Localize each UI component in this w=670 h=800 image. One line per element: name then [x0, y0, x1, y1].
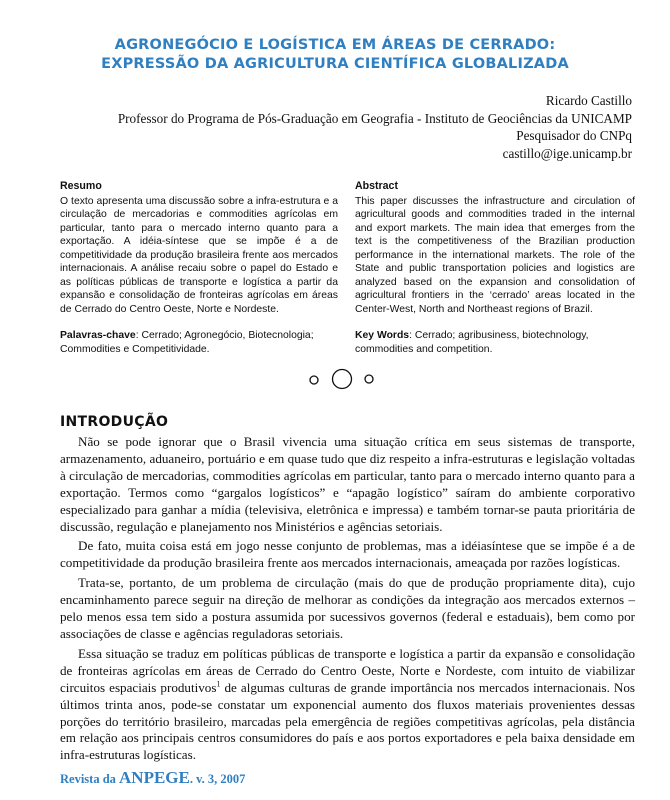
- paragraph-1: Não se pode ignorar que o Brasil vivencia uma situação crítica em seus sistemas de transporte, armazenamento, aduaneiro, portuário e em quase tudo que diz respeito a infra-estruturas e legislação voltadas à circulação de mercadorias, commodities agrícolas em particular, tanto para o mercado interno quanto para a exportação. Termos como “gargalos logísticos” e “apagão logístico” saíram do ambiente corporativo especializado para ganhar a mídia (televisiva, eletrônica e impressa) e também tornar-se pauta prioritária de discussão, regulação e planejamento nos Ministérios e agências setoriais.: [60, 434, 635, 534]
- paragraph-4: [60, 646, 635, 764]
- paragraph-4-part-a: Essa situação se traduz em políticas públicas de transporte e logística a partir da expansão e consolidação de fronteiras agrícolas em áreas de Cerrado do Centro Oeste, Norte e Nordeste, com intuito de viabilizar circuitos espaciais produtivos: [60, 645, 635, 695]
- section-title: INTRODUÇÃO: [60, 414, 169, 430]
- abstract-keywords-label: Key Words: [355, 330, 410, 341]
- divider-large-circle: [333, 370, 352, 389]
- resumo-keywords-label: Palavras-chave: [60, 330, 136, 341]
- divider-small-circle-right: [365, 375, 373, 383]
- abstract-column: [355, 180, 635, 356]
- resumo-keywords: [60, 329, 338, 356]
- footnote-marker[interactable]: 1: [216, 679, 221, 689]
- abstract-text: This paper discusses the infrastructure and circulation of agricultural goods and commodities traded in the internal and export markets. The main idea that emerges from the text is the competitiveness of the Brazilian production performance in the international markets. The role of the State and public transportation policies and logistics are analyzed based on the expansion and consolidation of agricultural frontiers in the ‘cerrado’ areas located in the Center-West, North and Northeast regions of Brazil.: [355, 195, 635, 315]
- footer-journal-name: ANPEGE: [119, 768, 190, 787]
- article-title: [60, 36, 610, 74]
- footer-prefix: Revista da: [60, 772, 120, 786]
- abstract-keywords-text: : Cerrado; agribusiness, biotechnology, commodities and competition.: [355, 330, 589, 355]
- resumo-column: [60, 180, 338, 356]
- paragraph-3: Trata-se, portanto, de um problema de circulação (mais do que de produção propriamente dita), cujo encaminhamento parece seguir na direção de melhorar as condições da integração aos mercados externos – pelo menos essa tem sido a postura assumida por sucessivos governos (federal e estaduais), bem como por associações de classe e agências reguladoras setoriais.: [60, 575, 635, 641]
- journal-footer: [60, 768, 245, 788]
- abstract-keywords: [355, 329, 635, 356]
- footer-volume: . v. 3, 2007: [189, 772, 246, 786]
- author-affiliation: Professor do Programa de Pós-Graduação em Geografia - Instituto de Geociências da UNICAMP: [117, 110, 632, 126]
- title-line-1: AGRONEGÓCIO E LOGÍSTICA EM ÁREAS DE CERRADO:: [114, 37, 556, 53]
- divider-small-circle-left: [310, 376, 318, 384]
- resumo-keywords-text: : Cerrado; Agronegócio, Biotecnologia; Commodities e Competitividade.: [60, 330, 314, 355]
- resumo-heading: Resumo: [60, 180, 102, 192]
- introduction-body: [60, 434, 635, 767]
- abstract-heading: Abstract: [355, 180, 398, 192]
- paragraph-2: De fato, muita coisa está em jogo nesse conjunto de problemas, mas a idéiasíntese que se impõe é a de competitividade da produção brasileira frente aos mercados internacionais, ameaçada por razões logísticas.: [60, 538, 635, 571]
- author-block: [72, 92, 632, 162]
- title-line-2: EXPRESSÃO DA AGRICULTURA CIENTÍFICA GLOBALIZADA: [101, 56, 569, 72]
- resumo-text: O texto apresenta uma discussão sobre a infra-estrutura e a circulação de mercadorias e commodities agrícolas em particular, tanto para o mercado interno quanto para a exportação. A idéia-síntese que se impõe é a de competitividade da produção brasileira frente aos mercados internacionais. A análise recaiu sobre o papel do Estado e as políticas públicas de transporte e logística a partir da expansão e consolidação de fronteiras agrícolas em áreas de Cerrado do Centro Oeste, Norte e Nordeste.: [60, 195, 338, 315]
- author-role: Pesquisador do CNPq: [516, 128, 632, 144]
- author-name: Ricardo Castillo: [545, 93, 632, 108]
- section-divider-ornament: [0, 368, 670, 392]
- author-email: castillo@ige.unicamp.br: [502, 145, 632, 161]
- paragraph-4-part-b: de algumas culturas de grande importância nos mercados internacionais. Nos últimos trinta anos, pode-se constatar um exponencial aumento dos fluxos materiais provenientes dessas porções do território brasileiro, marcadas pela emergência de regiões competitivas agrícolas, pela distância em relação aos principais centros consumidores do país e aos portos exportadores e pela baixa densidade em infra-estruturas logísticas.: [60, 679, 635, 763]
